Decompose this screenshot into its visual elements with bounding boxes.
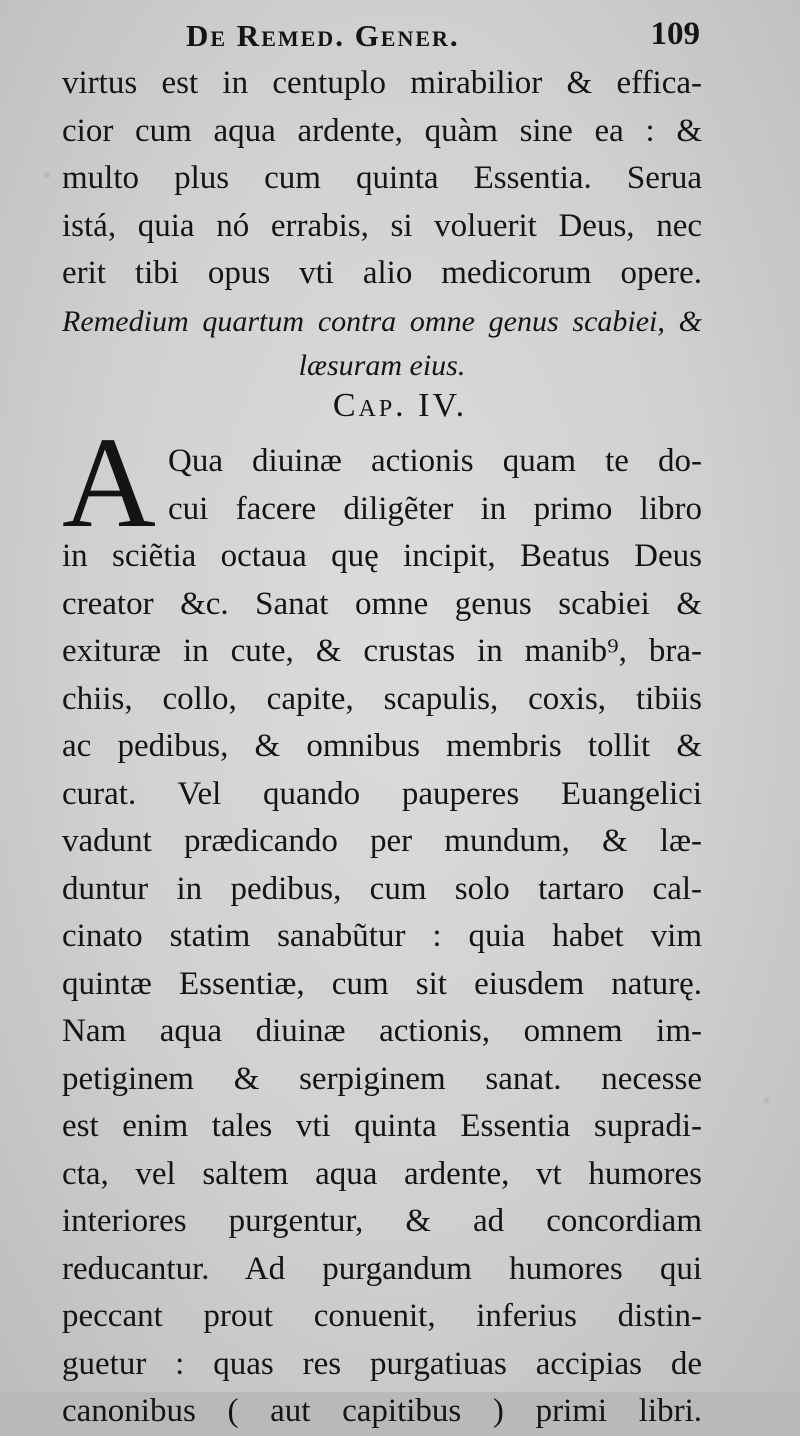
ink-speck — [764, 1098, 769, 1103]
text-line: duntur in pedibus, cum solo tartaro cal- — [62, 870, 702, 907]
text-block-top — [62, 60, 702, 298]
ink-speck — [44, 172, 50, 178]
remedy-heading — [62, 300, 702, 388]
heading-line: Remedium quartum contra omne genus scabiei, & — [62, 305, 702, 338]
running-head — [0, 14, 800, 64]
initial-lines — [168, 438, 702, 533]
chapter-title: Cap. IV. — [332, 387, 468, 424]
text-line: reducantur. Ad purgandum humores qui — [62, 1250, 702, 1287]
text-line: chiis, collo, capite, scapulis, coxis, tibiis — [62, 680, 702, 717]
text-line: quintæ Essentiæ, cum sit eiusdem naturę. — [62, 965, 702, 1002]
text-line: cta, vel saltem aqua ardente, vt humores — [62, 1155, 702, 1192]
text-line: vadunt prædicando per mundum, & læ- — [62, 823, 702, 859]
text-line: erit tibi opus vti alio medicorum opere. — [62, 255, 702, 291]
text-line: cior cum aqua ardente, quàm sine ea : & — [62, 112, 702, 149]
running-title: De Remed. Gener. — [186, 18, 460, 53]
page-number: 109 — [650, 16, 700, 52]
heading-line: læsuram eius. — [298, 349, 466, 382]
text-line: Nam aqua diuinæ actionis, omnem im- — [62, 1013, 702, 1049]
text-block-main — [62, 533, 702, 1436]
text-line: Qua diuinæ actionis quam te do- — [168, 443, 702, 479]
text-line: est enim tales vti quinta Essentia supradi- — [62, 1108, 702, 1144]
text-line: curat. Vel quando pauperes Euangelici — [62, 775, 702, 812]
text-line: interiores purgentur, & ad concordiam — [62, 1203, 702, 1239]
text-line: cui facere diligẽter in primo libro — [168, 490, 702, 527]
text-line: virtus est in centuplo mirabilior & effica- — [62, 65, 702, 101]
text-line: canonibus ( aut capitibus ) primi libri. — [62, 1393, 702, 1429]
text-line: exituræ in cute, & crustas in manib⁹, bra- — [62, 633, 702, 669]
text-line: creator &c. Sanat omne genus scabiei & — [62, 585, 702, 622]
text-line: cinato statim sanabũtur : quia habet vim — [62, 918, 702, 954]
text-line: peccant prout conuenit, inferius distin- — [62, 1298, 702, 1334]
text-line: petiginem & serpiginem sanat. necesse — [62, 1060, 702, 1097]
text-line: ac pedibus, & omnibus membris tollit & — [62, 728, 702, 764]
text-line: guetur : quas res purgatiuas accipias de — [62, 1345, 702, 1382]
text-line: in sciẽtia octaua quę incipit, Beatus Deus — [62, 538, 702, 574]
text-line: multo plus cum quinta Essentia. Serua — [62, 160, 702, 196]
drop-capital: A — [62, 411, 156, 555]
text-line: istá, quia nó errabis, si voluerit Deus, nec — [62, 207, 702, 244]
